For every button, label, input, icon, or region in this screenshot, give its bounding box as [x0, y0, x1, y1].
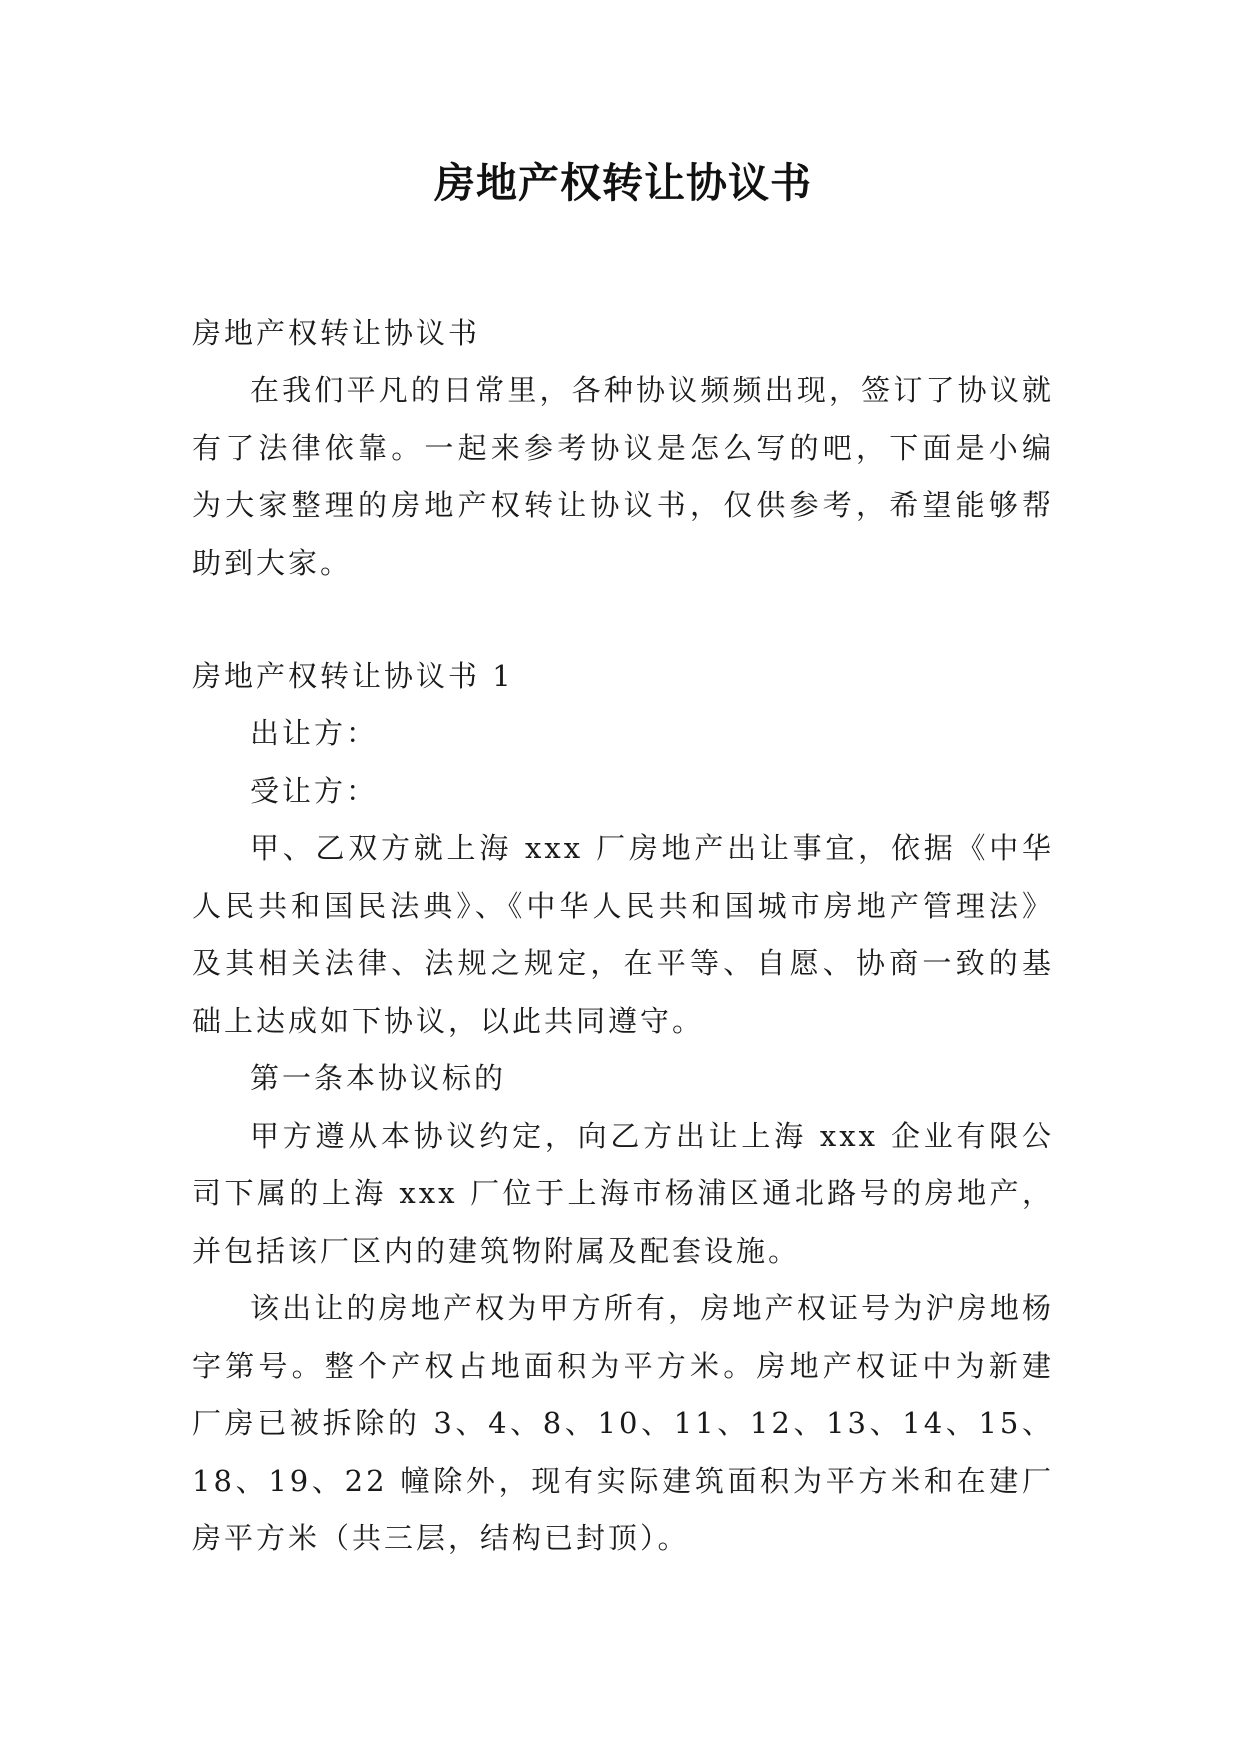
document-title: 房地产权转让协议书	[434, 159, 812, 207]
transferor-line: 出让方：	[250, 716, 379, 750]
spacer	[192, 592, 1054, 648]
paragraph-property-rights: 该出让的房地产权为甲方所有，房地产权证号为沪房地杨字第号。整个产权占地面积为平方米。房地产权证中为新建厂房已被拆除的 3、4、8、10、11、12、13、14、15、18、19、22 幢除外，现有实际建筑面积为平方米和在建厂房平方米（共三层，结构已封顶）。	[192, 1291, 1054, 1555]
spacer	[192, 211, 1054, 305]
intro-heading: 房地产权转让协议书	[192, 316, 481, 350]
section-1-heading: 房地产权转让协议书 1	[192, 659, 514, 693]
transferee-line: 受让方：	[250, 773, 379, 808]
paragraph-subject: 甲方遵从本协议约定，向乙方出让上海 xxx 企业有限公司下属的上海 xxx 厂位于上海市杨浦区通北路号的房地产，并包括该厂区内的建筑物附属及配套设施。	[192, 1118, 1054, 1268]
article-1-heading: 第一条本协议标的	[250, 1061, 507, 1095]
intro-paragraph: 在我们平凡的日常里，各种协议频频出现，签订了协议就有了法律依靠。一起来参考协议是怎么写的吧，下面是小编为大家整理的房地产权转让协议书，仅供参考，希望能够帮助到大家。	[192, 373, 1054, 580]
paragraph-basis: 甲、乙双方就上海 xxx 厂房地产出让事宜，依据《中华人民共和国民法典》、《中华人民共和国城市房地产管理法》及其相关法律、法规之规定，在平等、自愿、协商一致的基础上达成如下协议，以此共同遵守。	[192, 831, 1054, 1038]
